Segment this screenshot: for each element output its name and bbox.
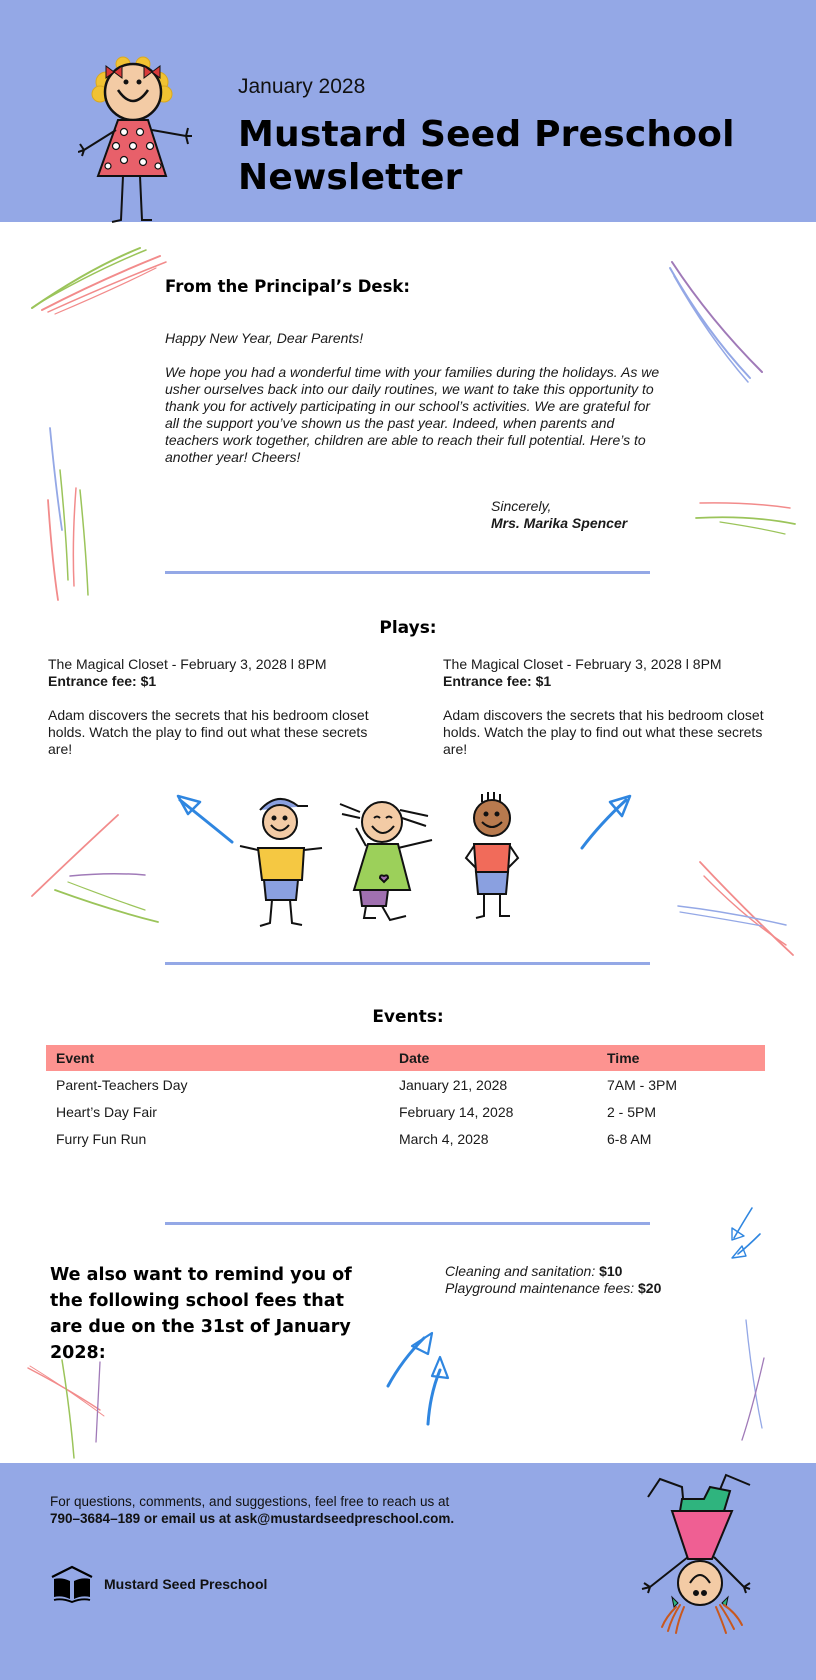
- event-name: Furry Fun Run: [56, 1130, 147, 1147]
- table-row: [46, 1098, 765, 1125]
- fee-label: Playground maintenance fees:: [445, 1280, 639, 1296]
- event-date: January 21, 2028: [399, 1076, 508, 1093]
- event-time: 6-8 AM: [607, 1130, 652, 1147]
- fee-amount: $10: [599, 1263, 623, 1279]
- play-item: [48, 656, 388, 758]
- fees-heading: We also want to remind you of the following school fees that are due on the 31st of January 2028:: [50, 1265, 352, 1363]
- signature-name: Mrs. Marika Spencer: [491, 515, 628, 531]
- column-header-date: Date: [389, 1045, 597, 1071]
- events-heading: Events:: [372, 1007, 444, 1027]
- fee-label: Cleaning and sanitation:: [445, 1263, 600, 1279]
- open-book-house-icon: [50, 1565, 94, 1603]
- contact-info: [50, 1493, 510, 1527]
- fee-amount: $20: [638, 1280, 662, 1296]
- play-fee: Entrance fee: $1: [443, 673, 552, 689]
- plays-heading: Plays:: [379, 618, 437, 638]
- fees-list: [445, 1263, 661, 1297]
- play-title: The Magical Closet - February 3, 2028 l 8PM: [48, 656, 327, 672]
- letter-greeting: Happy New Year, Dear Parents!: [165, 330, 364, 346]
- play-title: The Magical Closet - February 3, 2028 l 8PM: [443, 656, 722, 672]
- event-date: February 14, 2028: [399, 1103, 514, 1120]
- event-time: 2 - 5PM: [607, 1103, 657, 1120]
- principal-heading: From the Principal’s Desk:: [165, 277, 410, 296]
- newsletter-title: Mustard Seed Preschool Newsletter: [238, 114, 735, 198]
- table-header-row: [46, 1045, 765, 1071]
- brand-name: Mustard Seed Preschool: [104, 1576, 268, 1592]
- footer-brand: [50, 1565, 267, 1603]
- fee-item: [445, 1280, 661, 1297]
- event-time: 7AM - 3PM: [607, 1076, 678, 1093]
- column-header-event: Event: [46, 1045, 389, 1071]
- event-date: March 4, 2028: [399, 1130, 489, 1147]
- play-description: Adam discovers the secrets that his bedroom closet holds. Watch the play to find out what these secrets are!: [48, 707, 369, 757]
- contact-details: 790–3684–189 or email us at ask@mustardseedpreschool.com.: [50, 1511, 455, 1526]
- section-divider: [165, 1222, 650, 1225]
- table-row: [46, 1125, 765, 1152]
- girl-upside-down-drawing-icon: [640, 1471, 760, 1636]
- fee-item: [445, 1263, 661, 1280]
- section-divider: [165, 571, 650, 574]
- section-divider: [165, 962, 650, 965]
- event-name: Parent-Teachers Day: [56, 1076, 188, 1093]
- closing-text: Sincerely,: [491, 498, 552, 514]
- footer: [0, 1463, 816, 1680]
- arrow-doodles-icon: [380, 1200, 780, 1430]
- play-fee: Entrance fee: $1: [48, 673, 157, 689]
- event-name: Heart’s Day Fair: [56, 1103, 157, 1120]
- girl-waving-drawing-icon: [78, 54, 194, 224]
- header-banner: [0, 0, 816, 222]
- play-description: Adam discovers the secrets that his bedroom closet holds. Watch the play to find out what these secrets are!: [443, 707, 764, 757]
- events-table: [46, 1045, 765, 1152]
- letter-signoff: [491, 498, 627, 532]
- letter-body: We hope you had a wonderful time with your families during the holidays. As we usher ourselves back into our daily routines, we want to take this opportunity to thank you for actively participating in our school’s activities. We are grateful for all the support you’ve shown us the past year. Indeed, when parents and teachers work together, children are able to reach their full potential. Here’s to another year! Cheers!: [165, 364, 660, 465]
- three-kids-drawing-icon: [170, 788, 640, 928]
- issue-date: January 2028: [238, 75, 366, 98]
- column-header-time: Time: [597, 1045, 765, 1071]
- contact-intro: For questions, comments, and suggestions, feel free to reach us at: [50, 1494, 450, 1509]
- table-row: [46, 1071, 765, 1098]
- play-item: [443, 656, 783, 758]
